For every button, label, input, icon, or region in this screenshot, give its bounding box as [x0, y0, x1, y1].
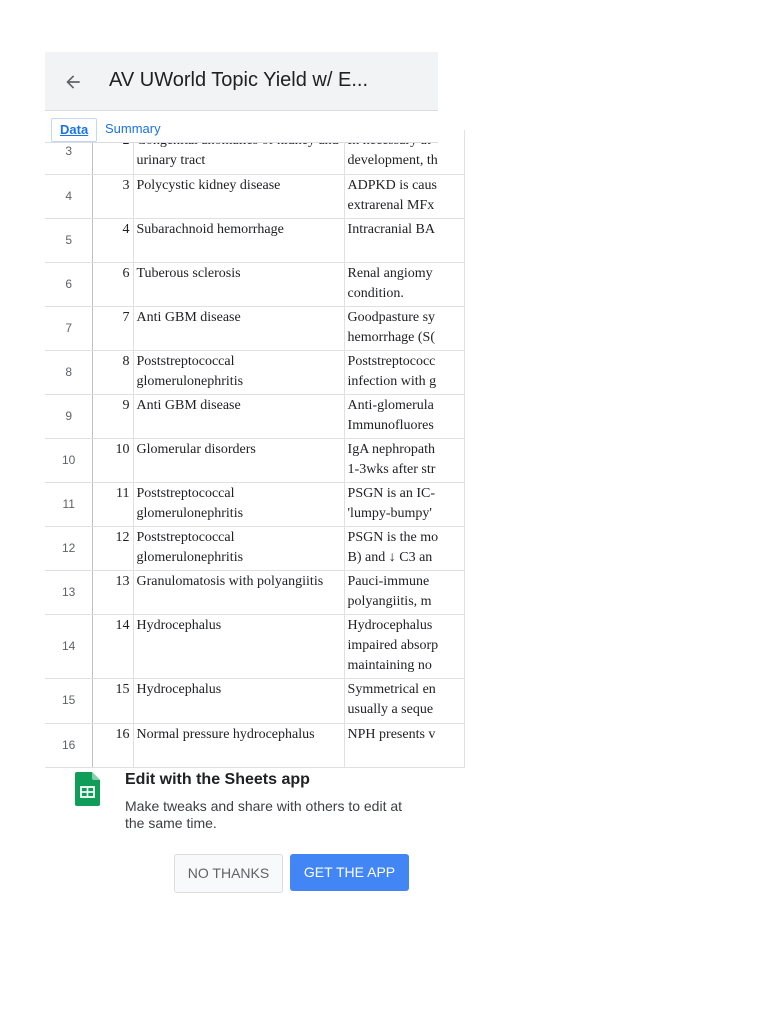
explanation-line: impaired absorp [347, 637, 439, 653]
topic-cell[interactable]: Hydrocephalus [133, 614, 344, 678]
explanation-line: development, th [347, 153, 438, 168]
explanation-line: NPH presents v [347, 726, 436, 742]
explanation-line: Immunofluores [347, 417, 434, 433]
explanation-line: IgA nephropath [347, 441, 436, 457]
explanation-line: usually a seque [347, 701, 434, 717]
data-table [45, 130, 465, 768]
topic-cell[interactable]: Anti GBM disease [133, 306, 344, 350]
sheet-grid[interactable] [45, 142, 439, 752]
explanation-cell[interactable] [344, 526, 464, 570]
topic-cell[interactable]: Poststreptococcal glomerulonephritis [133, 526, 344, 570]
row-header[interactable]: 7 [45, 306, 93, 350]
get-the-app-button[interactable]: GET THE APP [290, 854, 409, 891]
table-row [45, 306, 465, 350]
explanation-line: PSGN is an IC- [347, 485, 436, 501]
table-row [45, 262, 465, 306]
explanation-line: Poststreptococc [347, 353, 436, 369]
explanation-line: Intracranial BA [347, 221, 435, 237]
explanation-cell[interactable] [344, 350, 464, 394]
explanation-line: PSGN is the mo [347, 529, 439, 545]
explanation-cell[interactable] [344, 174, 464, 218]
row-header[interactable]: 11 [45, 482, 93, 526]
topic-cell[interactable]: Poststreptococcal glomerulonephritis [133, 350, 344, 394]
topic-cell[interactable]: Normal pressure hydrocephalus [133, 723, 344, 767]
app-header [45, 52, 438, 111]
topic-cell[interactable]: Tuberous sclerosis [133, 262, 344, 306]
table-row [45, 526, 465, 570]
explanation-line: infection with g [347, 373, 437, 389]
topic-cell[interactable]: Hydrocephalus [133, 678, 344, 723]
google-sheets-icon [75, 772, 100, 806]
question-number-cell[interactable]: 7 [93, 306, 133, 350]
topic-cell[interactable]: urinary tract [133, 130, 344, 174]
explanation-cell[interactable] [344, 678, 464, 723]
explanation-line: Anti-glomerula [347, 397, 434, 413]
explanation-line: hemorrhage (S( [347, 329, 435, 345]
row-header[interactable]: 3 [45, 130, 93, 174]
question-number-cell[interactable]: 12 [93, 526, 133, 570]
explanation-line: 1-3wks after str [347, 461, 436, 477]
row-header[interactable]: 14 [45, 614, 93, 678]
sheets-app-promo [0, 746, 768, 926]
row-header[interactable]: 16 [45, 723, 93, 767]
explanation-cell[interactable] [344, 438, 464, 482]
explanation-line: Pauci-immune [347, 573, 430, 589]
explanation-line: Goodpasture sy [347, 309, 436, 325]
topic-cell[interactable]: Anti GBM disease [133, 394, 344, 438]
topic-cell[interactable]: Subarachnoid hemorrhage [133, 218, 344, 262]
explanation-line: condition. [347, 285, 404, 301]
spreadsheet-panel [45, 52, 439, 752]
table-row [45, 614, 465, 678]
explanation-cell[interactable] [344, 482, 464, 526]
table-row [45, 438, 465, 482]
explanation-line: maintaining no [347, 657, 432, 673]
row-header[interactable]: 10 [45, 438, 93, 482]
table-row [45, 570, 465, 614]
row-header[interactable]: 15 [45, 678, 93, 723]
question-number-cell[interactable]: 10 [93, 438, 133, 482]
no-thanks-button[interactable]: NO THANKS [174, 854, 283, 893]
row-header[interactable]: 8 [45, 350, 93, 394]
explanation-line: 'lumpy-bumpy' [347, 505, 432, 521]
promo-title: Edit with the Sheets app [125, 771, 310, 788]
explanation-cell[interactable] [344, 262, 464, 306]
topic-cell[interactable]: Polycystic kidney disease [133, 174, 344, 218]
question-number-cell[interactable]: 14 [93, 614, 133, 678]
row-header[interactable]: 4 [45, 174, 93, 218]
table-row [45, 394, 465, 438]
row-header[interactable]: 6 [45, 262, 93, 306]
explanation-line: polyangiitis, m [347, 593, 432, 609]
document-title: AV UWorld Topic Yield w/ E... [109, 69, 368, 91]
topic-cell[interactable]: Glomerular disorders [133, 438, 344, 482]
explanation-line: B) and ↓ C3 an [347, 549, 433, 565]
question-number-cell[interactable]: 15 [93, 678, 133, 723]
sheet-tabs [45, 114, 438, 143]
arrow-left-icon [63, 72, 83, 92]
question-number-cell[interactable]: 9 [93, 394, 133, 438]
back-button[interactable] [59, 68, 87, 96]
row-header[interactable]: 5 [45, 218, 93, 262]
explanation-line: extrarenal MFx [347, 197, 435, 213]
question-number-cell[interactable]: 11 [93, 482, 133, 526]
question-number-cell[interactable]: 16 [93, 723, 133, 767]
explanation-cell[interactable] [344, 570, 464, 614]
explanation-line: Hydrocephalus [347, 617, 433, 633]
explanation-line: ADPKD is caus [347, 177, 437, 193]
explanation-cell[interactable] [344, 306, 464, 350]
question-number-cell[interactable]: 8 [93, 350, 133, 394]
table-row [45, 174, 465, 218]
table-row [45, 350, 465, 394]
question-number-cell[interactable]: 6 [93, 262, 133, 306]
table-row [45, 218, 465, 262]
explanation-line: Symmetrical en [347, 681, 436, 697]
table-row [45, 678, 465, 723]
tab-summary[interactable]: Summary [105, 121, 161, 136]
explanation-cell[interactable] [344, 394, 464, 438]
explanation-cell[interactable] [344, 614, 464, 678]
topic-cell[interactable]: Poststreptococcal glomerulonephritis [133, 482, 344, 526]
row-header[interactable]: 13 [45, 570, 93, 614]
tab-data[interactable]: Data [51, 118, 97, 142]
question-number-cell[interactable]: 4 [93, 218, 133, 262]
explanation-line: Renal angiomy [347, 265, 433, 281]
row-header[interactable]: 12 [45, 526, 93, 570]
question-number-cell[interactable]: 13 [93, 570, 133, 614]
topic-cell[interactable]: Granulomatosis with polyangiitis [133, 570, 344, 614]
promo-description: Make tweaks and share with others to edit at the same time. [125, 798, 403, 831]
row-header[interactable]: 9 [45, 394, 93, 438]
explanation-cell[interactable] [344, 218, 464, 262]
question-number-cell[interactable]: 3 [93, 174, 133, 218]
table-row [45, 482, 465, 526]
